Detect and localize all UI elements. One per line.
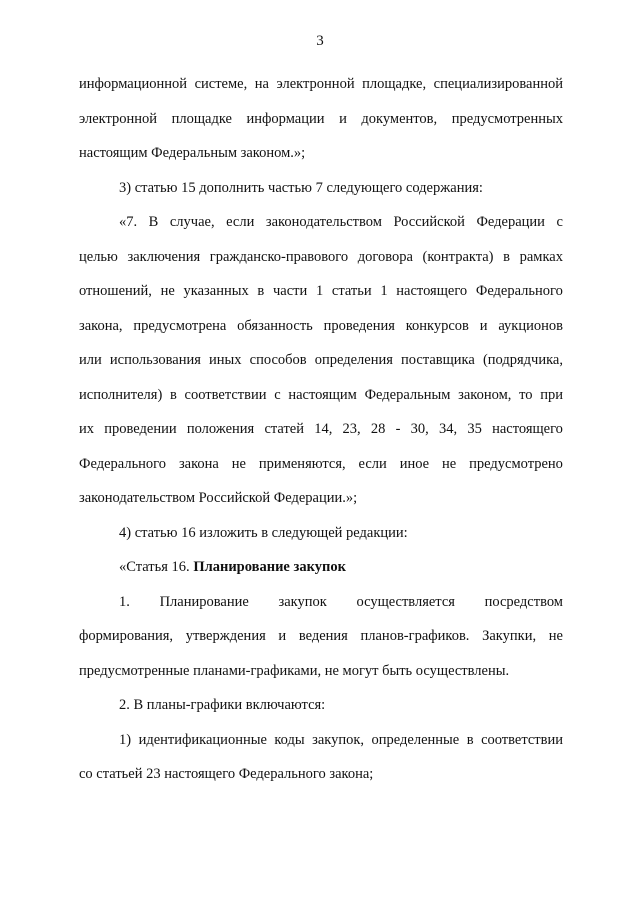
word: Планирование	[159, 593, 249, 610]
word: если	[226, 214, 255, 230]
word: части	[272, 283, 308, 299]
word: 23,	[342, 421, 361, 437]
subclause-1-line-2: со статьей 23 настоящего Федерального закона;	[79, 766, 374, 782]
word: площадке,	[362, 76, 427, 92]
word: системе,	[194, 76, 248, 92]
word: осуществляется	[356, 593, 455, 610]
word: с	[556, 214, 563, 230]
word: идентификационные	[138, 731, 267, 748]
part-7-line-1	[79, 205, 563, 240]
word: утверждения	[185, 628, 266, 644]
word: соответствии	[184, 386, 267, 403]
word: отношений,	[79, 283, 152, 299]
word: и	[479, 317, 488, 334]
word: применяются,	[258, 455, 346, 472]
word: в	[169, 386, 177, 403]
word: использования	[109, 352, 201, 368]
clause-2-heading: 2. В планы-графики включаются:	[119, 697, 326, 713]
word: настоящим	[288, 386, 357, 403]
word: закона,	[79, 317, 123, 334]
word: указанных	[183, 283, 249, 299]
word: аукционов	[498, 317, 563, 334]
word: не	[231, 455, 246, 472]
word: не	[548, 628, 563, 644]
word: соответствии	[481, 731, 563, 748]
word: ведения	[298, 628, 348, 644]
word: заключения	[127, 248, 201, 265]
word: Российской	[393, 214, 465, 230]
word: поставщика	[401, 352, 475, 368]
word: исполнителя)	[79, 386, 163, 403]
word: коды	[274, 731, 305, 748]
word: договора	[357, 248, 413, 265]
word: (подрядчика,	[482, 352, 563, 368]
word: в	[503, 248, 510, 265]
word: рамках	[519, 248, 563, 265]
word: положения	[186, 421, 255, 437]
word: их	[79, 421, 95, 437]
word: формирования,	[79, 628, 174, 644]
word: 30,	[410, 421, 429, 437]
word: электронной	[276, 76, 355, 92]
amendment-item-4: 4) статью 16 изложить в следующей редакции:	[119, 524, 408, 541]
paragraph-continuation-line-2	[79, 102, 563, 137]
word: 28	[370, 421, 386, 437]
word: площадке	[171, 110, 232, 127]
clause-1-line-1	[79, 585, 563, 620]
word: не	[442, 455, 457, 472]
word: определенные	[371, 731, 460, 748]
paragraph-continuation-line-1	[79, 67, 563, 102]
word: 14,	[314, 421, 333, 437]
part-7-line-3	[79, 274, 563, 309]
word: В	[148, 214, 159, 230]
word: целью	[79, 248, 118, 265]
word: случае,	[169, 214, 215, 230]
amendment-item-3: 3) статью 15 дополнить частью 7 следующего содержания:	[119, 179, 483, 196]
paragraph-continuation-line-3: настоящим Федеральным законом.»;	[79, 145, 306, 161]
word: настоящего	[396, 283, 468, 299]
document-body	[79, 67, 563, 792]
word: конкурсов	[405, 317, 469, 334]
part-7-line-7	[79, 412, 563, 447]
word: Федеральным	[364, 386, 451, 403]
word: Федерального	[79, 455, 167, 472]
word: законом,	[458, 386, 512, 403]
article-16-title: Планирование закупок	[193, 559, 346, 575]
word: на	[254, 76, 269, 92]
word: в	[466, 731, 474, 748]
word: иное	[399, 455, 430, 472]
word: закупок,	[312, 731, 365, 748]
word: 1.	[119, 593, 130, 610]
word: планов-графиков.	[360, 628, 470, 644]
word: предусмотрена	[133, 317, 227, 334]
word: 1	[315, 283, 324, 299]
word: способов	[249, 352, 307, 368]
word: (контракта)	[422, 248, 494, 265]
word: Закупки,	[482, 628, 537, 644]
word: в	[257, 283, 265, 299]
word: статей	[264, 421, 304, 437]
word: закупок	[278, 593, 327, 610]
part-7-line-8	[79, 447, 563, 482]
word: при	[540, 386, 563, 403]
word: 1	[380, 283, 388, 299]
word: 35	[467, 421, 482, 437]
part-7-line-5	[79, 343, 563, 378]
word: специализированной	[433, 76, 563, 92]
word: законодательством	[265, 214, 382, 230]
clause-1-line-2	[79, 619, 563, 654]
word: и	[339, 110, 347, 127]
word: иных	[209, 352, 242, 368]
subclause-1-line-1	[79, 723, 563, 758]
word: информации	[246, 110, 325, 127]
part-7-line-6	[79, 378, 563, 413]
word: статьи	[331, 283, 372, 299]
clause-1-line-3: предусмотренные планами-графиками, не могут быть осуществлены.	[79, 662, 510, 679]
word: информационной	[79, 76, 188, 92]
word: и	[278, 628, 287, 644]
word: предусмотренных	[451, 110, 563, 127]
word: то	[519, 386, 533, 403]
word: закона	[178, 455, 219, 472]
word: определения	[314, 352, 393, 368]
part-7-line-2	[79, 240, 563, 275]
word: или	[79, 352, 102, 368]
word: «7.	[119, 214, 138, 230]
word: обязанность	[237, 317, 313, 334]
word: 1)	[119, 731, 132, 748]
word: 34,	[439, 421, 458, 437]
word: не	[160, 283, 175, 299]
word: проведения	[323, 317, 395, 334]
page-number: 3	[316, 33, 324, 49]
word: документов,	[361, 110, 438, 127]
word: если	[358, 455, 387, 472]
word: Федерации	[476, 214, 545, 230]
word: с	[274, 386, 281, 403]
article-16-heading	[79, 550, 563, 585]
word: проведении	[104, 421, 177, 437]
word: гражданско-правового	[209, 248, 349, 265]
word: -	[395, 421, 401, 437]
article-16-prefix: «Статья 16.	[119, 559, 194, 575]
word: Федерального	[475, 283, 563, 299]
word: электронной	[79, 110, 158, 127]
part-7-line-4	[79, 309, 563, 344]
part-7-line-9: законодательством Российской Федерации.»;	[79, 490, 358, 506]
word: предусмотрено	[469, 455, 563, 472]
word: посредством	[484, 593, 563, 610]
word: настоящего	[492, 421, 563, 437]
